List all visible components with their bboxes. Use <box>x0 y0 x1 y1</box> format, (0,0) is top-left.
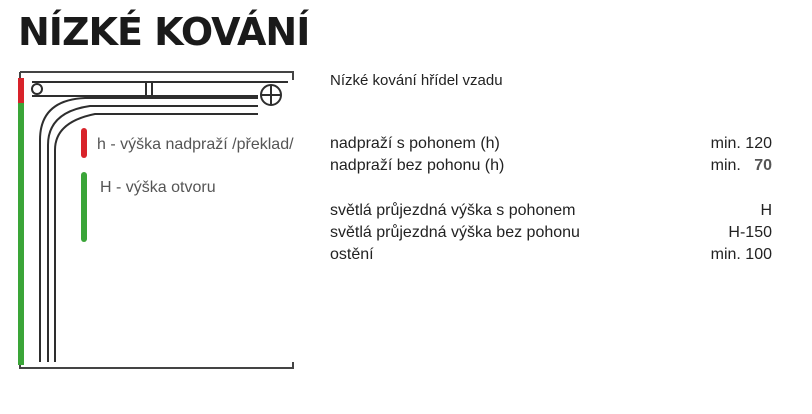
pulley-icon <box>32 84 42 94</box>
spec-label: nadpraží s pohonem (h) <box>330 135 500 152</box>
spec-label: světlá průjezdná výška bez pohonu <box>330 224 580 241</box>
spec-row <box>330 224 772 245</box>
spec-value: min. 70 <box>710 157 772 174</box>
spec-value: min. 120 <box>710 135 772 152</box>
opening-height-marker <box>18 103 24 365</box>
spec-row <box>330 246 772 267</box>
spec-subtitle: Nízké kování hřídel vzadu <box>330 72 503 89</box>
lintel-height-marker <box>18 78 24 103</box>
spec-row <box>330 157 772 178</box>
legend-H-bar <box>81 172 87 242</box>
spec-row <box>330 135 772 156</box>
spec-row <box>330 202 772 223</box>
spec-label: nadpraží bez pohonu (h) <box>330 157 505 174</box>
page-title: NÍZKÉ KOVÁNÍ <box>18 10 310 54</box>
shaft-wheel-icon <box>261 85 281 105</box>
spec-value: min. 100 <box>710 246 772 263</box>
spec-label: světlá průjezdná výška s pohonem <box>330 202 576 219</box>
spec-label: ostění <box>330 246 374 263</box>
spec-value: H <box>760 202 772 219</box>
legend-h-bar <box>81 128 87 158</box>
horizontal-rail <box>32 82 288 96</box>
spec-value: H-150 <box>728 224 772 241</box>
legend-H-label: H - výška otvoru <box>100 179 216 196</box>
legend-h-label: h - výška nadpraží /překlad/ <box>97 136 294 153</box>
